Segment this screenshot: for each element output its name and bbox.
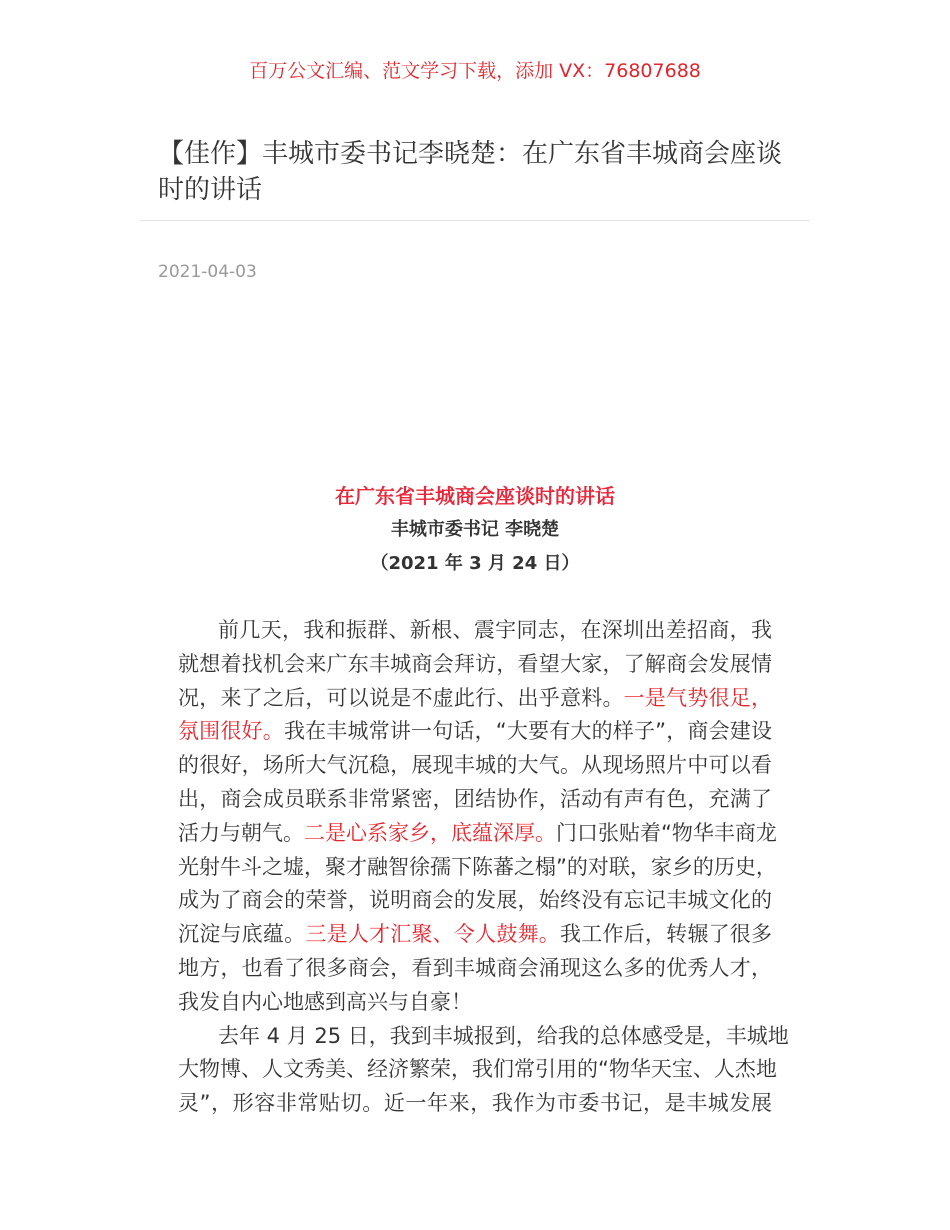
body-text: 大物博、人文秀美、经济繁荣，我们常引用的“物华天宝、人杰地 [178,1057,777,1082]
text-line [178,918,772,952]
promo-banner: 百万公文汇编、范文学习下载，添加 VX：76807688 [249,60,701,82]
text-line [178,851,777,885]
body-text: 光射牛斗之墟，聚才融智徐孺下陈蕃之榻”的对联，家乡的历史， [178,854,777,879]
text-line [178,817,777,851]
highlight-text: 二是心系家乡，底蕴深厚。 [304,820,556,845]
text-line [178,1053,777,1087]
text-line [178,715,772,749]
body-text: 我发自内心地感到高兴与自豪！ [178,989,472,1014]
body-text: 灵”，形容非常贴切。近一年来，我作为市委书记，是丰城发展 [178,1091,772,1116]
highlight-text: 三是人才汇聚、令人鼓舞。 [305,922,561,947]
body-text: 去年 4 月 25 日，我到丰城报到，给我的总体感受是，丰城地 [218,1023,789,1048]
divider [140,220,810,221]
body-text: 前几天，我和振群、新根、震宇同志，在深圳出差招商，我 [218,618,772,642]
publish-date: 2021-04-03 [158,262,257,282]
body-text: 的很好，场所大气沉稳，展现丰城的大气。从现场照片中可以看 [178,753,772,778]
text-line [178,952,772,986]
body-text: 门口张贴着“物华丰商龙 [556,820,777,845]
article-author: 丰城市委书记 李晓楚 [390,519,560,540]
text-line [178,1087,772,1121]
text-line [178,783,772,817]
body-text: 就想着找机会来广东丰城商会拜访，看望大家，了解商会发展情 [178,651,772,676]
article-heading: 在广东省丰城商会座谈时的讲话 [335,484,615,508]
text-line [178,986,772,1020]
text-line [178,1020,789,1054]
highlight-text: 一是气势很足， [623,685,773,710]
body-text: 出，商会成员联系非常紧密，团结协作，活动有声有色，充满了 [178,786,772,811]
text-line [178,682,772,716]
highlight-text: 氛围很好。 [178,719,284,744]
body-text: 我工作后，转辗了很多 [560,922,773,947]
body-text: 地方，也看了很多商会，看到丰城商会涌现这么多的优秀人才， [178,955,772,980]
text-line [178,884,772,918]
body-text: 活力与朝气。 [178,820,304,845]
body-text: 况，来了之后，可以说是不虚此行、出乎意料。 [178,685,624,710]
text-line [178,648,772,682]
page-title: 【佳作】丰城市委书记李晓楚：在广东省丰城商会座谈时的讲话 [158,139,783,205]
body-text: 我在丰城常讲一句话，“大要有大的样子”，商会建设 [283,719,772,744]
text-line [178,614,772,648]
body-text: 沉淀与底蕴。 [178,922,306,947]
body-text: 成为了商会的荣誉，说明商会的发展，始终没有忘记丰城文化的 [178,888,772,913]
article-body [178,614,789,1121]
text-line [178,749,772,783]
speech-date: （2021 年 3 月 24 日） [370,553,580,574]
